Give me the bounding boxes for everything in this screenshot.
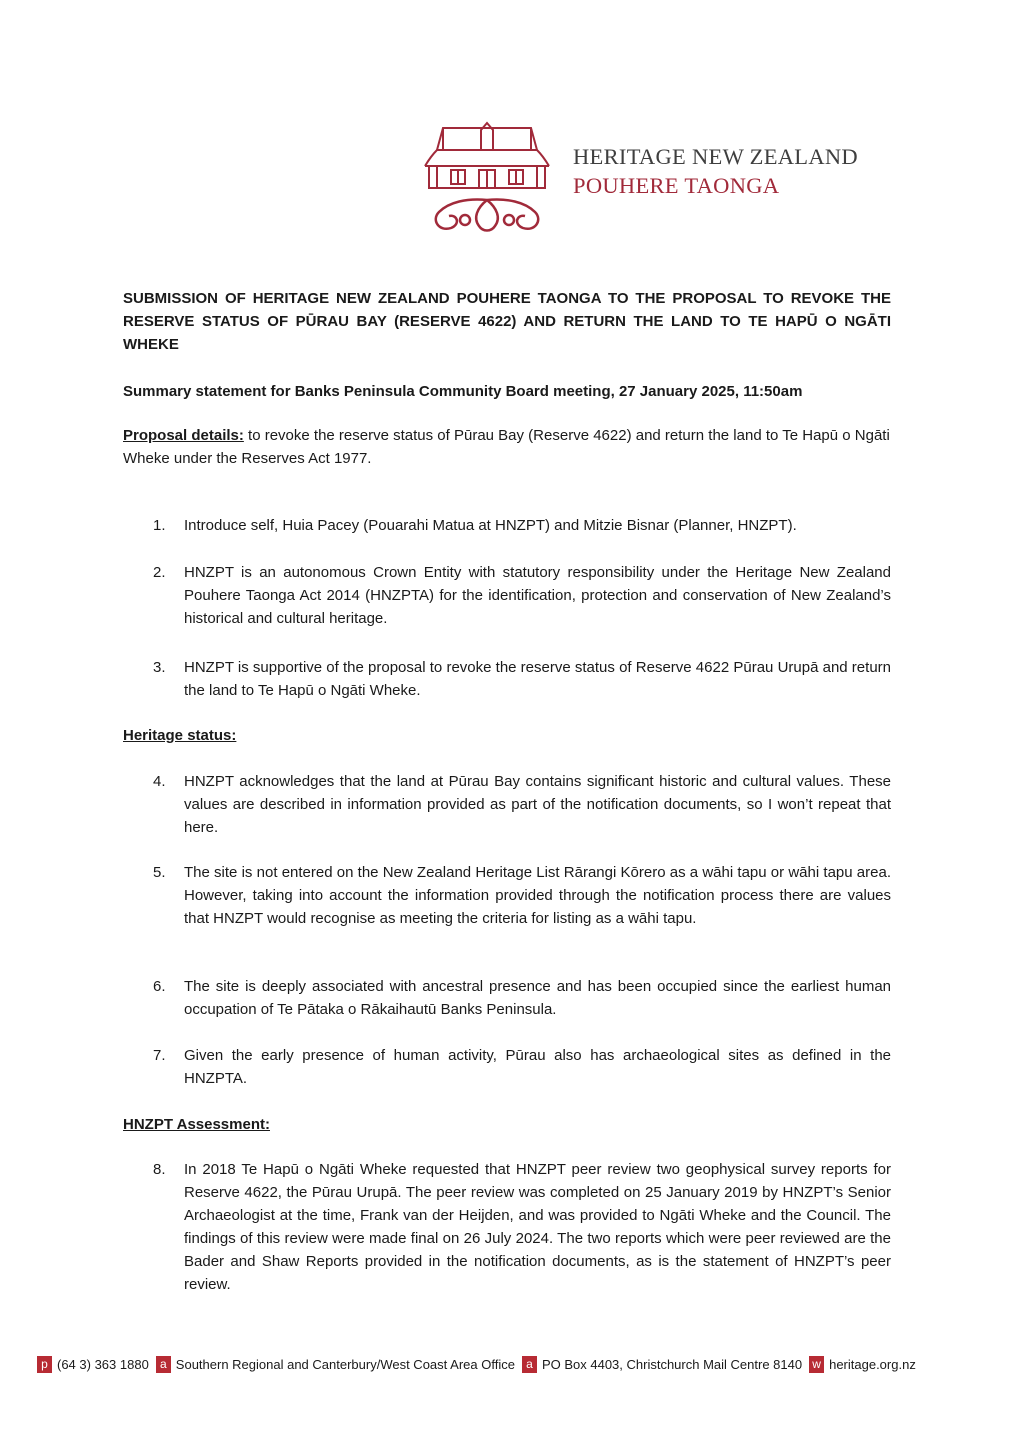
list-item [123, 975, 891, 1021]
item-text: HNZPT acknowledges that the land at Pūrau Bay contains significant historic and cultural values. These values are described in information provided as part of the notification documents, so I won’t repeat that here. [184, 773, 891, 836]
office-badge: a [156, 1356, 171, 1373]
house-logo-icon [421, 120, 556, 238]
document-title: SUBMISSION OF HERITAGE NEW ZEALAND POUHERE TAONGA TO THE PROPOSAL TO REVOKE THE RESERVE STATUS OF PŪRAU BAY (RESERVE 4622) AND RETURN THE LAND TO TE HAPŪ O NGĀTI WHEKE [123, 290, 891, 353]
list-item [123, 1044, 891, 1090]
web-badge: w [809, 1356, 824, 1373]
footer-office: Southern Regional and Canterbury/West Coast Area Office [175, 1356, 515, 1372]
item-text: The site is deeply associated with ancestral presence and has been occupied since the earliest human occupation of Te Pātaka o Rākaihautū Banks Peninsula. [184, 978, 891, 1018]
heritage-nz-logo [421, 120, 891, 238]
item-text: Introduce self, Huia Pacey (Pouarahi Matua at HNZPT) and Mitzie Bisnar (Planner, HNZPT). [184, 517, 797, 534]
assessment-heading: HNZPT Assessment: [123, 1116, 270, 1133]
list-item [123, 656, 891, 702]
list-item [123, 861, 891, 930]
footer-phone: (64 3) 363 1880 [57, 1356, 149, 1372]
item-text: The site is not entered on the New Zealand Heritage List Rārangi Kōrero as a wāhi tapu or wāhi tapu area. However, taking into account the information provided through the notification process there are values that HNZPT would recognise as meeting the criteria for listing as a wāhi tapu. [184, 864, 891, 927]
footer-website-link[interactable]: heritage.org.nz [829, 1356, 916, 1372]
proposal-label: Proposal details: [123, 427, 244, 444]
proposal-details [123, 424, 891, 470]
item-number: 8. [153, 1161, 166, 1178]
proposal-text: to revoke the reserve status of Pūrau Bay (Reserve 4622) and return the land to Te Hapū o Ngāti Wheke under the Reserves Act 1977. [123, 427, 890, 467]
item-number: 4. [153, 773, 166, 790]
footer-contact-bar [37, 1354, 987, 1374]
document-body [123, 287, 891, 1293]
brand-subname: POUHERE TAONGA [573, 172, 780, 198]
list-item [123, 770, 891, 839]
postal-badge: a [522, 1356, 537, 1373]
item-number: 2. [153, 564, 166, 581]
summary-statement: Summary statement for Banks Peninsula Community Board meeting, 27 January 2025, 11:50am [123, 383, 803, 400]
list-item [123, 514, 891, 537]
list-item [123, 1158, 891, 1296]
brand-name: HERITAGE NEW ZEALAND [573, 144, 858, 169]
item-text: In 2018 Te Hapū o Ngāti Wheke requested that HNZPT peer review two geophysical survey reports for Reserve 4622, the Pūrau Urupā. The peer review was completed on 25 January 2019 by HNZPT’s Senior Archaeologist at the time, Frank van der Heijden, and was provided to Ngāti Wheke and the Council. The findings of this review were made final on 26 July 2024. The two reports which were peer reviewed are the Bader and Shaw Reports provided in the notification documents, as is the statement of HNZPT’s peer review. [184, 1161, 891, 1293]
item-number: 5. [153, 864, 166, 881]
phone-badge: p [37, 1356, 52, 1373]
heritage-status-heading: Heritage status: [123, 727, 237, 744]
item-text: Given the early presence of human activity, Pūrau also has archaeological sites as defined in the HNZPTA. [184, 1047, 891, 1087]
item-number: 7. [153, 1047, 166, 1064]
item-text: HNZPT is an autonomous Crown Entity with statutory responsibility under the Heritage New Zealand Pouhere Taonga Act 2014 (HNZPTA) for the identification, protection and conservation of New Zealand’s historical and cultural heritage. [184, 564, 891, 627]
item-number: 1. [153, 517, 166, 534]
item-number: 6. [153, 978, 166, 995]
item-text: HNZPT is supportive of the proposal to revoke the reserve status of Reserve 4622 Pūrau Urupā and return the land to Te Hapū o Ngāti Wheke. [184, 659, 891, 699]
footer-postal: PO Box 4403, Christchurch Mail Centre 8140 [541, 1356, 803, 1372]
item-number: 3. [153, 659, 166, 676]
list-item [123, 561, 891, 630]
